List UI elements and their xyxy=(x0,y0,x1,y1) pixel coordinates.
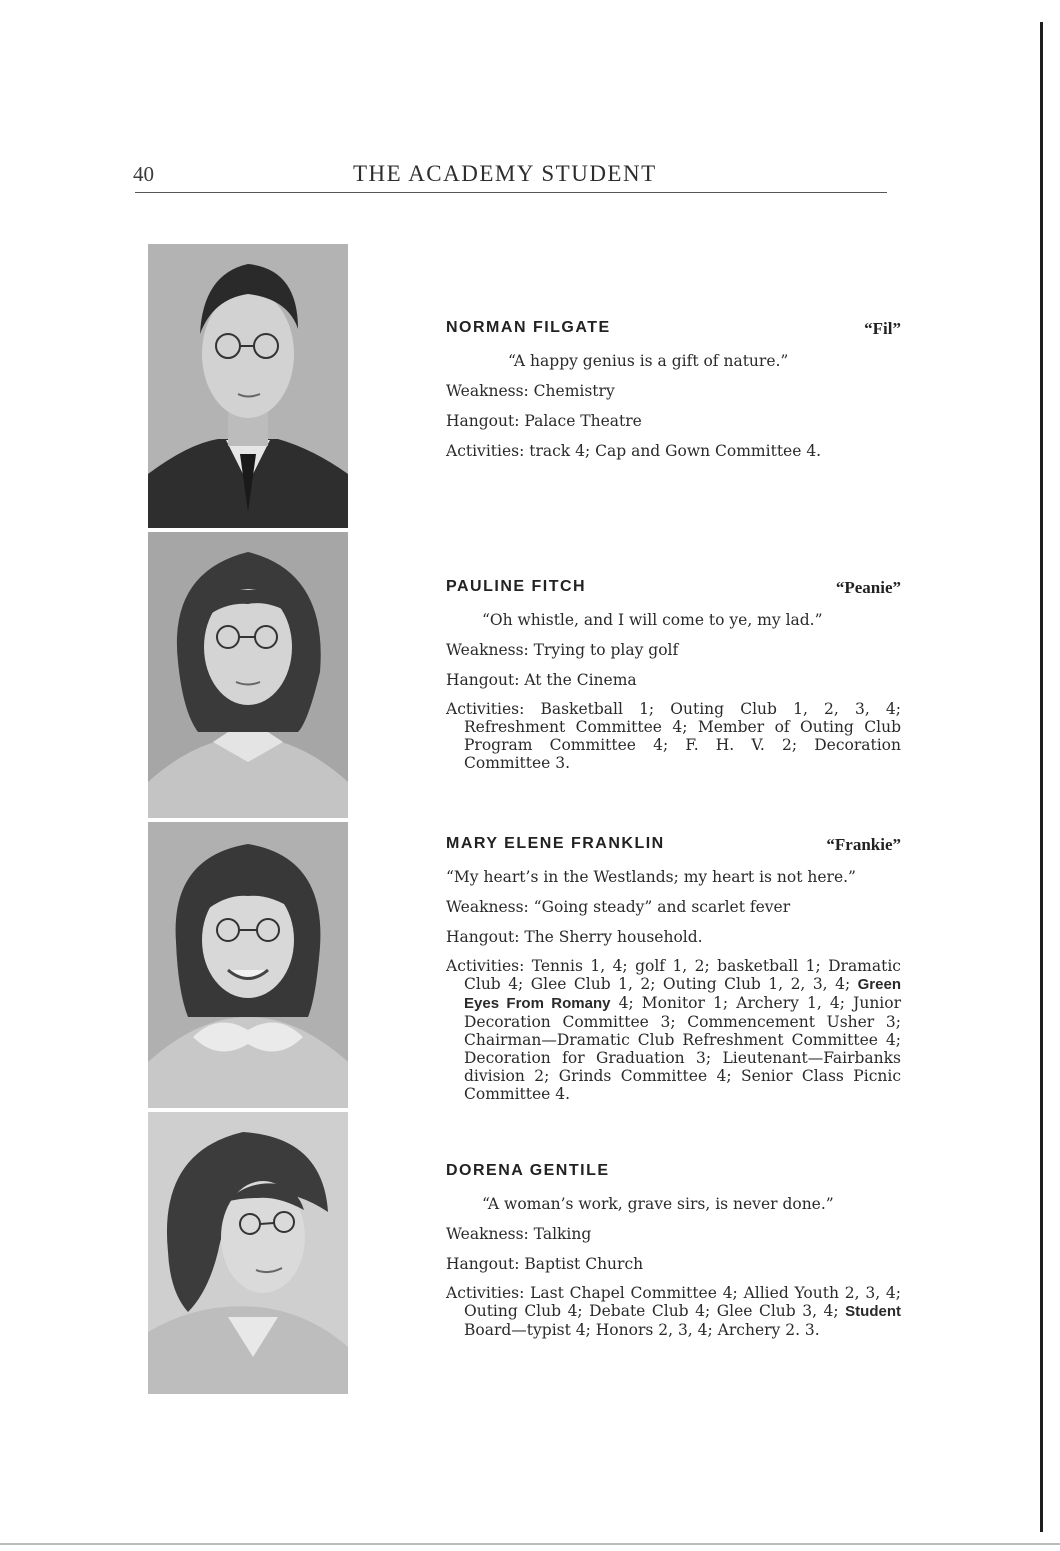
page-edge-bottom xyxy=(0,1543,1060,1545)
student-quote: “My heart’s in the Westlands; my heart is not here.” xyxy=(446,868,856,886)
student-name: PAULINE FITCH xyxy=(446,578,587,595)
student-name: DORENA GENTILE xyxy=(446,1162,610,1179)
student-hangout: Hangout: Baptist Church xyxy=(446,1255,644,1273)
student-weakness: Weakness: Chemistry xyxy=(446,382,615,400)
portrait-column xyxy=(148,244,348,1394)
running-head: THE ACADEMY STUDENT xyxy=(353,161,657,186)
student-hangout: Hangout: At the Cinema xyxy=(446,671,637,689)
entry-mary-elene-franklin xyxy=(446,835,901,1103)
student-hangout: Hangout: The Sherry household. xyxy=(446,928,703,946)
student-name: NORMAN FILGATE xyxy=(446,319,611,336)
entry-norman-filgate xyxy=(446,319,901,461)
activities-bold-title: Green Eyes From Romany xyxy=(464,976,901,1012)
student-hangout: Hangout: Palace Theatre xyxy=(446,412,642,430)
student-quote: “A happy genius is a gift of nature.” xyxy=(508,352,789,370)
student-weakness: Weakness: “Going steady” and scarlet fever xyxy=(446,898,791,916)
student-nickname: “Frankie” xyxy=(826,835,901,854)
student-name: MARY ELENE FRANKLIN xyxy=(446,835,665,852)
student-weakness: Weakness: Talking xyxy=(446,1225,592,1243)
activities-text: Activities: Last Chapel Committee 4; Allied Youth 2, 3, 4; Outing Club 4; Debate Club 4; Glee Club 3, 4; xyxy=(446,1284,901,1320)
student-activities: Activities: track 4; Cap and Gown Committee 4. xyxy=(446,442,822,460)
student-activities xyxy=(446,957,901,1103)
portrait-pauline-fitch xyxy=(148,532,348,818)
student-nickname: “Peanie” xyxy=(835,578,901,597)
entry-dorena-gentile xyxy=(446,1162,901,1339)
student-quote: “A woman’s work, grave sirs, is never done.” xyxy=(482,1195,834,1213)
activities-bold-title: Student xyxy=(845,1303,901,1320)
student-weakness: Weakness: Trying to play golf xyxy=(446,641,679,659)
activities-text: 4; Monitor 1; Archery 1, 4; Junior Decoration Committee 3; Commencement Usher 3; Chairman—Dramatic Club Refreshment Committee 4; Decoration for Graduation 3; Lieutenant—Fairbanks division 2; Grinds Committee 4; Senior Class Picnic Committee 4. xyxy=(464,994,901,1103)
entry-pauline-fitch xyxy=(446,578,901,772)
page-number: 40 xyxy=(133,162,154,186)
activities-text: Board—typist 4; Honors 2, 3, 4; Archery 2. 3. xyxy=(464,1321,820,1339)
page-edge-right xyxy=(1040,22,1043,1532)
portrait-mary-elene-franklin xyxy=(148,822,348,1108)
portrait-dorena-gentile xyxy=(148,1112,348,1394)
student-quote: “Oh whistle, and I will come to ye, my lad.” xyxy=(482,611,823,629)
portrait-norman-filgate xyxy=(148,244,348,528)
activities-text: Activities: Tennis 1, 4; golf 1, 2; basketball 1; Dramatic Club 4; Glee Club 1, 2; Outing Club 1, 2, 3, 4; xyxy=(446,957,901,993)
header-rule xyxy=(135,192,887,193)
student-activities xyxy=(446,1284,901,1339)
student-activities: Activities: Basketball 1; Outing Club 1, 2, 3, 4; Refreshment Committee 4; Member of Outing Club Program Committee 4; F. H. V. 2; Decoration Committee 3. xyxy=(446,700,901,772)
student-nickname: “Fil” xyxy=(864,319,901,338)
